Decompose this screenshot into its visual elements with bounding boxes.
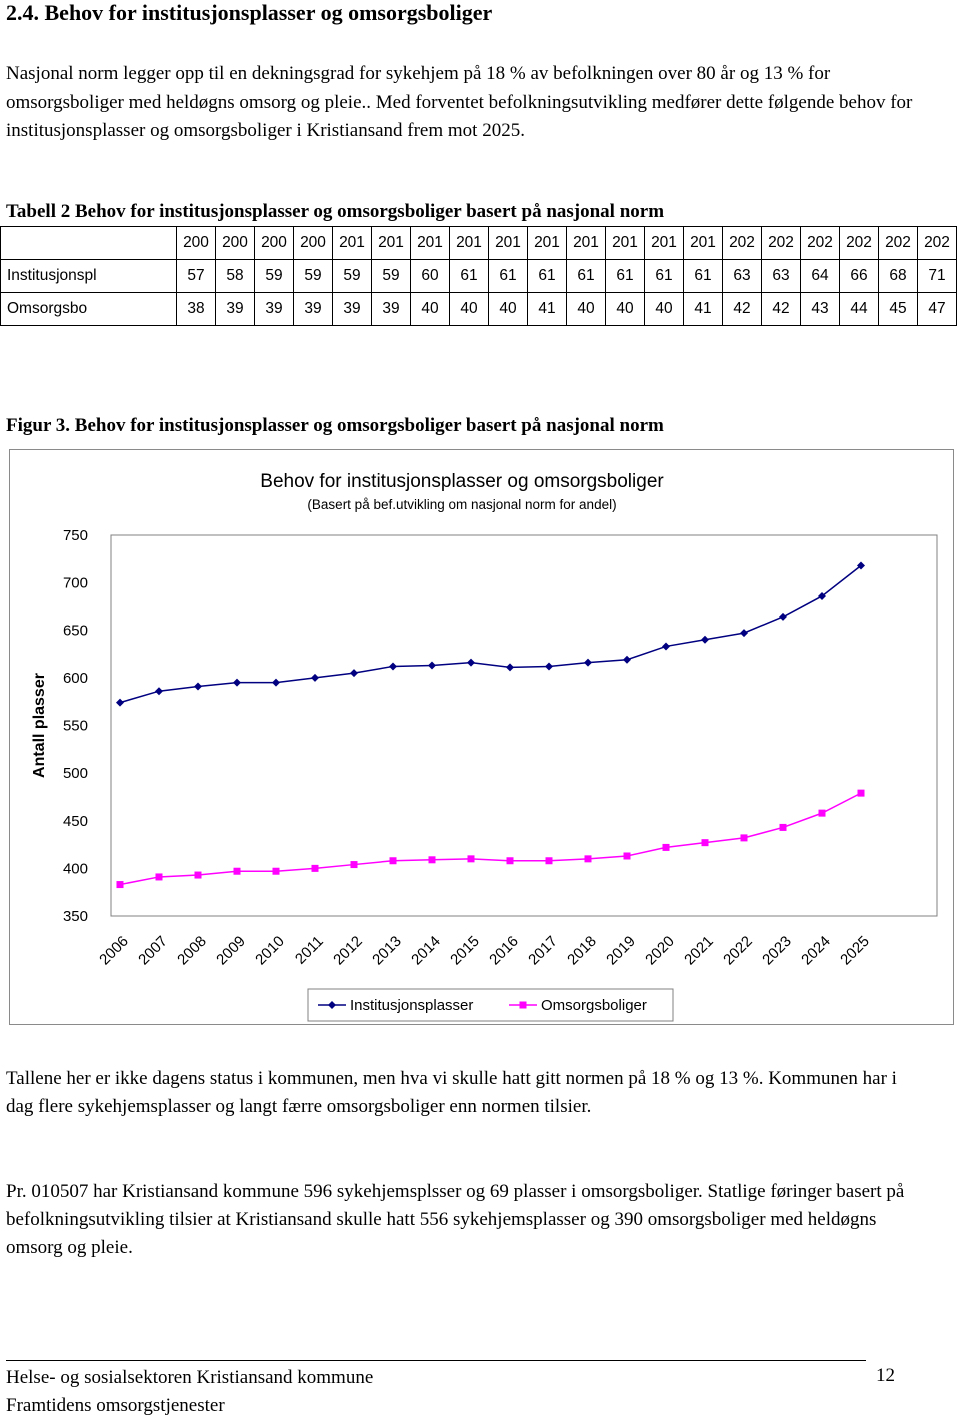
data-point: [350, 669, 358, 677]
closing-paragraph-2: Pr. 010507 har Kristiansand kommune 596 sykehjemsplsser og 69 plasser i omsorgsboliger. Statlige føringer basert på befolkningsutvikling tilsier at Kristiansand skulle hatt 556 sykehjemsplasser og 390 omsorgsboliger med heldøgns omsorg og pleie.: [6, 1181, 905, 1258]
data-point: [155, 687, 163, 695]
footer-divider: [6, 1360, 866, 1361]
table-header-cell: 201: [645, 227, 684, 260]
data-point: [389, 662, 397, 670]
table-corner-cell: [1, 227, 177, 260]
x-tick-label: 2023: [759, 932, 795, 969]
x-tick-label: 2024: [798, 932, 834, 969]
table-cell: 42: [762, 293, 801, 326]
table-header-cell: 202: [879, 227, 918, 260]
y-tick-label: 450: [62, 812, 88, 830]
data-point: [194, 682, 202, 690]
x-tick-label: 2007: [135, 932, 171, 969]
x-tick-label: 2016: [486, 932, 522, 969]
table-cell: 39: [216, 293, 255, 326]
section-heading: 2.4. Behov for institusjonsplasser og omsorgsboliger: [6, 0, 493, 25]
table-cell: 59: [255, 260, 294, 293]
table-cell: 60: [411, 260, 450, 293]
data-point: [584, 659, 592, 667]
table-cell: 38: [177, 293, 216, 326]
table-header-cell: 201: [567, 227, 606, 260]
series-line-omsorgsboliger: [120, 793, 861, 884]
table-cell: 39: [294, 293, 333, 326]
data-point: [858, 790, 865, 797]
data-point: [117, 881, 124, 888]
data-point: [273, 868, 280, 875]
table-header-cell: 200: [177, 227, 216, 260]
y-tick-label: 500: [62, 765, 88, 783]
data-point: [390, 857, 397, 864]
table-cell: 66: [840, 260, 879, 293]
table-cell: 64: [801, 260, 840, 293]
table-header-row: [1, 227, 957, 260]
data-point: [741, 834, 748, 841]
data-point: [779, 613, 787, 621]
x-tick-label: 2008: [174, 932, 210, 969]
figure-caption: Figur 3. Behov for institusjonsplasser og omsorgsboliger basert på nasjonal norm: [6, 415, 664, 436]
table-header-cell: 201: [606, 227, 645, 260]
data-point: [819, 810, 826, 817]
table-cell: 61: [606, 260, 645, 293]
x-tick-label: 2011: [291, 932, 327, 968]
x-tick-label: 2020: [642, 932, 678, 969]
x-tick-label: 2015: [447, 932, 483, 969]
data-point: [351, 861, 358, 868]
closing-paragraph-1: Tallene her er ikke dagens status i kommunen, men hva vi skulle hatt gitt normen på 18 % og 13 %. Kommunen har i dag flere sykehjemsplasser og langt færre omsorgsboliger enn normen tilsier.: [6, 1068, 897, 1117]
table-title: Tabell 2 Behov for institusjonsplasser og omsorgsboliger basert på nasjonal norm: [6, 201, 665, 222]
table-cell: 59: [294, 260, 333, 293]
data-point: [545, 662, 553, 670]
data-point: [740, 629, 748, 637]
table-cell: 39: [333, 293, 372, 326]
table-header-cell: 202: [840, 227, 879, 260]
table-cell: 61: [528, 260, 567, 293]
legend-label: Omsorgsboliger: [541, 997, 647, 1014]
table-header-cell: 201: [333, 227, 372, 260]
x-tick-label: 2014: [408, 932, 444, 969]
data-point: [506, 663, 514, 671]
data-point: [195, 872, 202, 879]
norm-table: [0, 226, 957, 326]
table-cell: 58: [216, 260, 255, 293]
data-point: [662, 642, 670, 650]
table-cell: 40: [606, 293, 645, 326]
table-cell: 45: [879, 293, 918, 326]
table-header-cell: 201: [528, 227, 567, 260]
table-cell: 44: [840, 293, 879, 326]
data-point: [156, 873, 163, 880]
data-point: [428, 661, 436, 669]
x-tick-label: 2021: [681, 932, 717, 969]
table-header-cell: 201: [684, 227, 723, 260]
x-tick-label: 2025: [837, 932, 873, 969]
data-point: [467, 659, 475, 667]
table-cell: 40: [411, 293, 450, 326]
table-header-cell: 201: [450, 227, 489, 260]
table-row-label: Omsorgsbo: [1, 293, 177, 326]
table-cell: 61: [567, 260, 606, 293]
data-point: [780, 824, 787, 831]
table-header-cell: 202: [801, 227, 840, 260]
table-cell: 41: [528, 293, 567, 326]
data-point: [429, 856, 436, 863]
x-tick-label: 2022: [720, 932, 756, 969]
x-tick-label: 2019: [603, 932, 639, 969]
table-cell: 59: [333, 260, 372, 293]
table-cell: 47: [918, 293, 957, 326]
data-point: [546, 857, 553, 864]
data-point: [311, 674, 319, 682]
y-tick-label: 600: [62, 669, 88, 687]
table-header-cell: 201: [489, 227, 528, 260]
table-cell: 57: [177, 260, 216, 293]
line-chart: [10, 450, 953, 1024]
data-point: [468, 855, 475, 862]
series-line-institusjonsplasser: [120, 565, 861, 702]
y-tick-label: 550: [62, 717, 88, 735]
data-point: [507, 857, 514, 864]
table-header-cell: 200: [255, 227, 294, 260]
table-cell: 40: [645, 293, 684, 326]
x-tick-label: 2009: [213, 932, 249, 969]
table-header-cell: 201: [372, 227, 411, 260]
page-number: 12: [876, 1365, 895, 1386]
x-tick-label: 2017: [525, 932, 561, 969]
table-header-cell: 202: [918, 227, 957, 260]
table-cell: 61: [684, 260, 723, 293]
footer-organization: Helse- og sosialsektoren Kristiansand kommune: [6, 1367, 374, 1388]
table-header-cell: 202: [762, 227, 801, 260]
data-point: [624, 852, 631, 859]
data-point: [585, 855, 592, 862]
table-row-label: Institusjonspl: [1, 260, 177, 293]
intro-paragraph: Nasjonal norm legger opp til en dekningsgrad for sykehjem på 18 % av befolkningen over 80 år og 13 % for omsorgsboliger med heldøgns omsorg og pleie.. Med forventet befolkningsutvikling medfører dette følgende behov for institusjonsplasser og omsorgsboliger i Kristiansand frem mot 2025.: [6, 63, 913, 141]
table-cell: 41: [684, 293, 723, 326]
table-cell: 40: [567, 293, 606, 326]
y-tick-label: 400: [62, 860, 88, 878]
table-cell: 61: [489, 260, 528, 293]
data-point: [312, 865, 319, 872]
table-header-cell: 200: [216, 227, 255, 260]
x-tick-label: 2012: [330, 932, 366, 969]
x-tick-label: 2018: [564, 932, 600, 969]
table-header-cell: 200: [294, 227, 333, 260]
table-cell: 63: [762, 260, 801, 293]
table-cell: 61: [450, 260, 489, 293]
table-row: [1, 260, 957, 293]
y-axis-label: Antall plasser: [31, 673, 48, 778]
table-cell: 61: [645, 260, 684, 293]
chart-title: Behov for institusjonsplasser og omsorgsboliger: [260, 471, 664, 492]
chart-frame: [9, 449, 954, 1025]
plot-area: [111, 535, 937, 916]
y-tick-label: 350: [62, 908, 88, 925]
data-point: [233, 679, 241, 687]
table-cell: 42: [723, 293, 762, 326]
data-point: [234, 868, 241, 875]
table-cell: 39: [372, 293, 411, 326]
legend-label: Institusjonsplasser: [350, 997, 474, 1014]
table-header-cell: 202: [723, 227, 762, 260]
table-cell: 40: [489, 293, 528, 326]
table-cell: 59: [372, 260, 411, 293]
table-cell: 39: [255, 293, 294, 326]
table-cell: 63: [723, 260, 762, 293]
table-cell: 43: [801, 293, 840, 326]
table-cell: 68: [879, 260, 918, 293]
y-tick-label: 750: [62, 527, 88, 544]
table-header-cell: 201: [411, 227, 450, 260]
data-point: [272, 679, 280, 687]
x-tick-label: 2006: [96, 932, 132, 969]
chart-subtitle: (Basert på bef.utvikling om nasjonal norm for andel): [307, 497, 617, 512]
data-point: [623, 656, 631, 664]
x-tick-label: 2010: [252, 932, 288, 969]
data-point: [663, 844, 670, 851]
x-tick-label: 2013: [369, 932, 405, 969]
data-point: [702, 839, 709, 846]
data-point: [116, 699, 124, 707]
table-row: [1, 293, 957, 326]
table-cell: 40: [450, 293, 489, 326]
y-tick-label: 650: [62, 622, 88, 640]
table-cell: 71: [918, 260, 957, 293]
y-tick-label: 700: [62, 574, 88, 592]
footer-document-title: Framtidens omsorgstjenester: [6, 1395, 225, 1416]
data-point: [701, 636, 709, 644]
legend-marker: [520, 1002, 527, 1009]
